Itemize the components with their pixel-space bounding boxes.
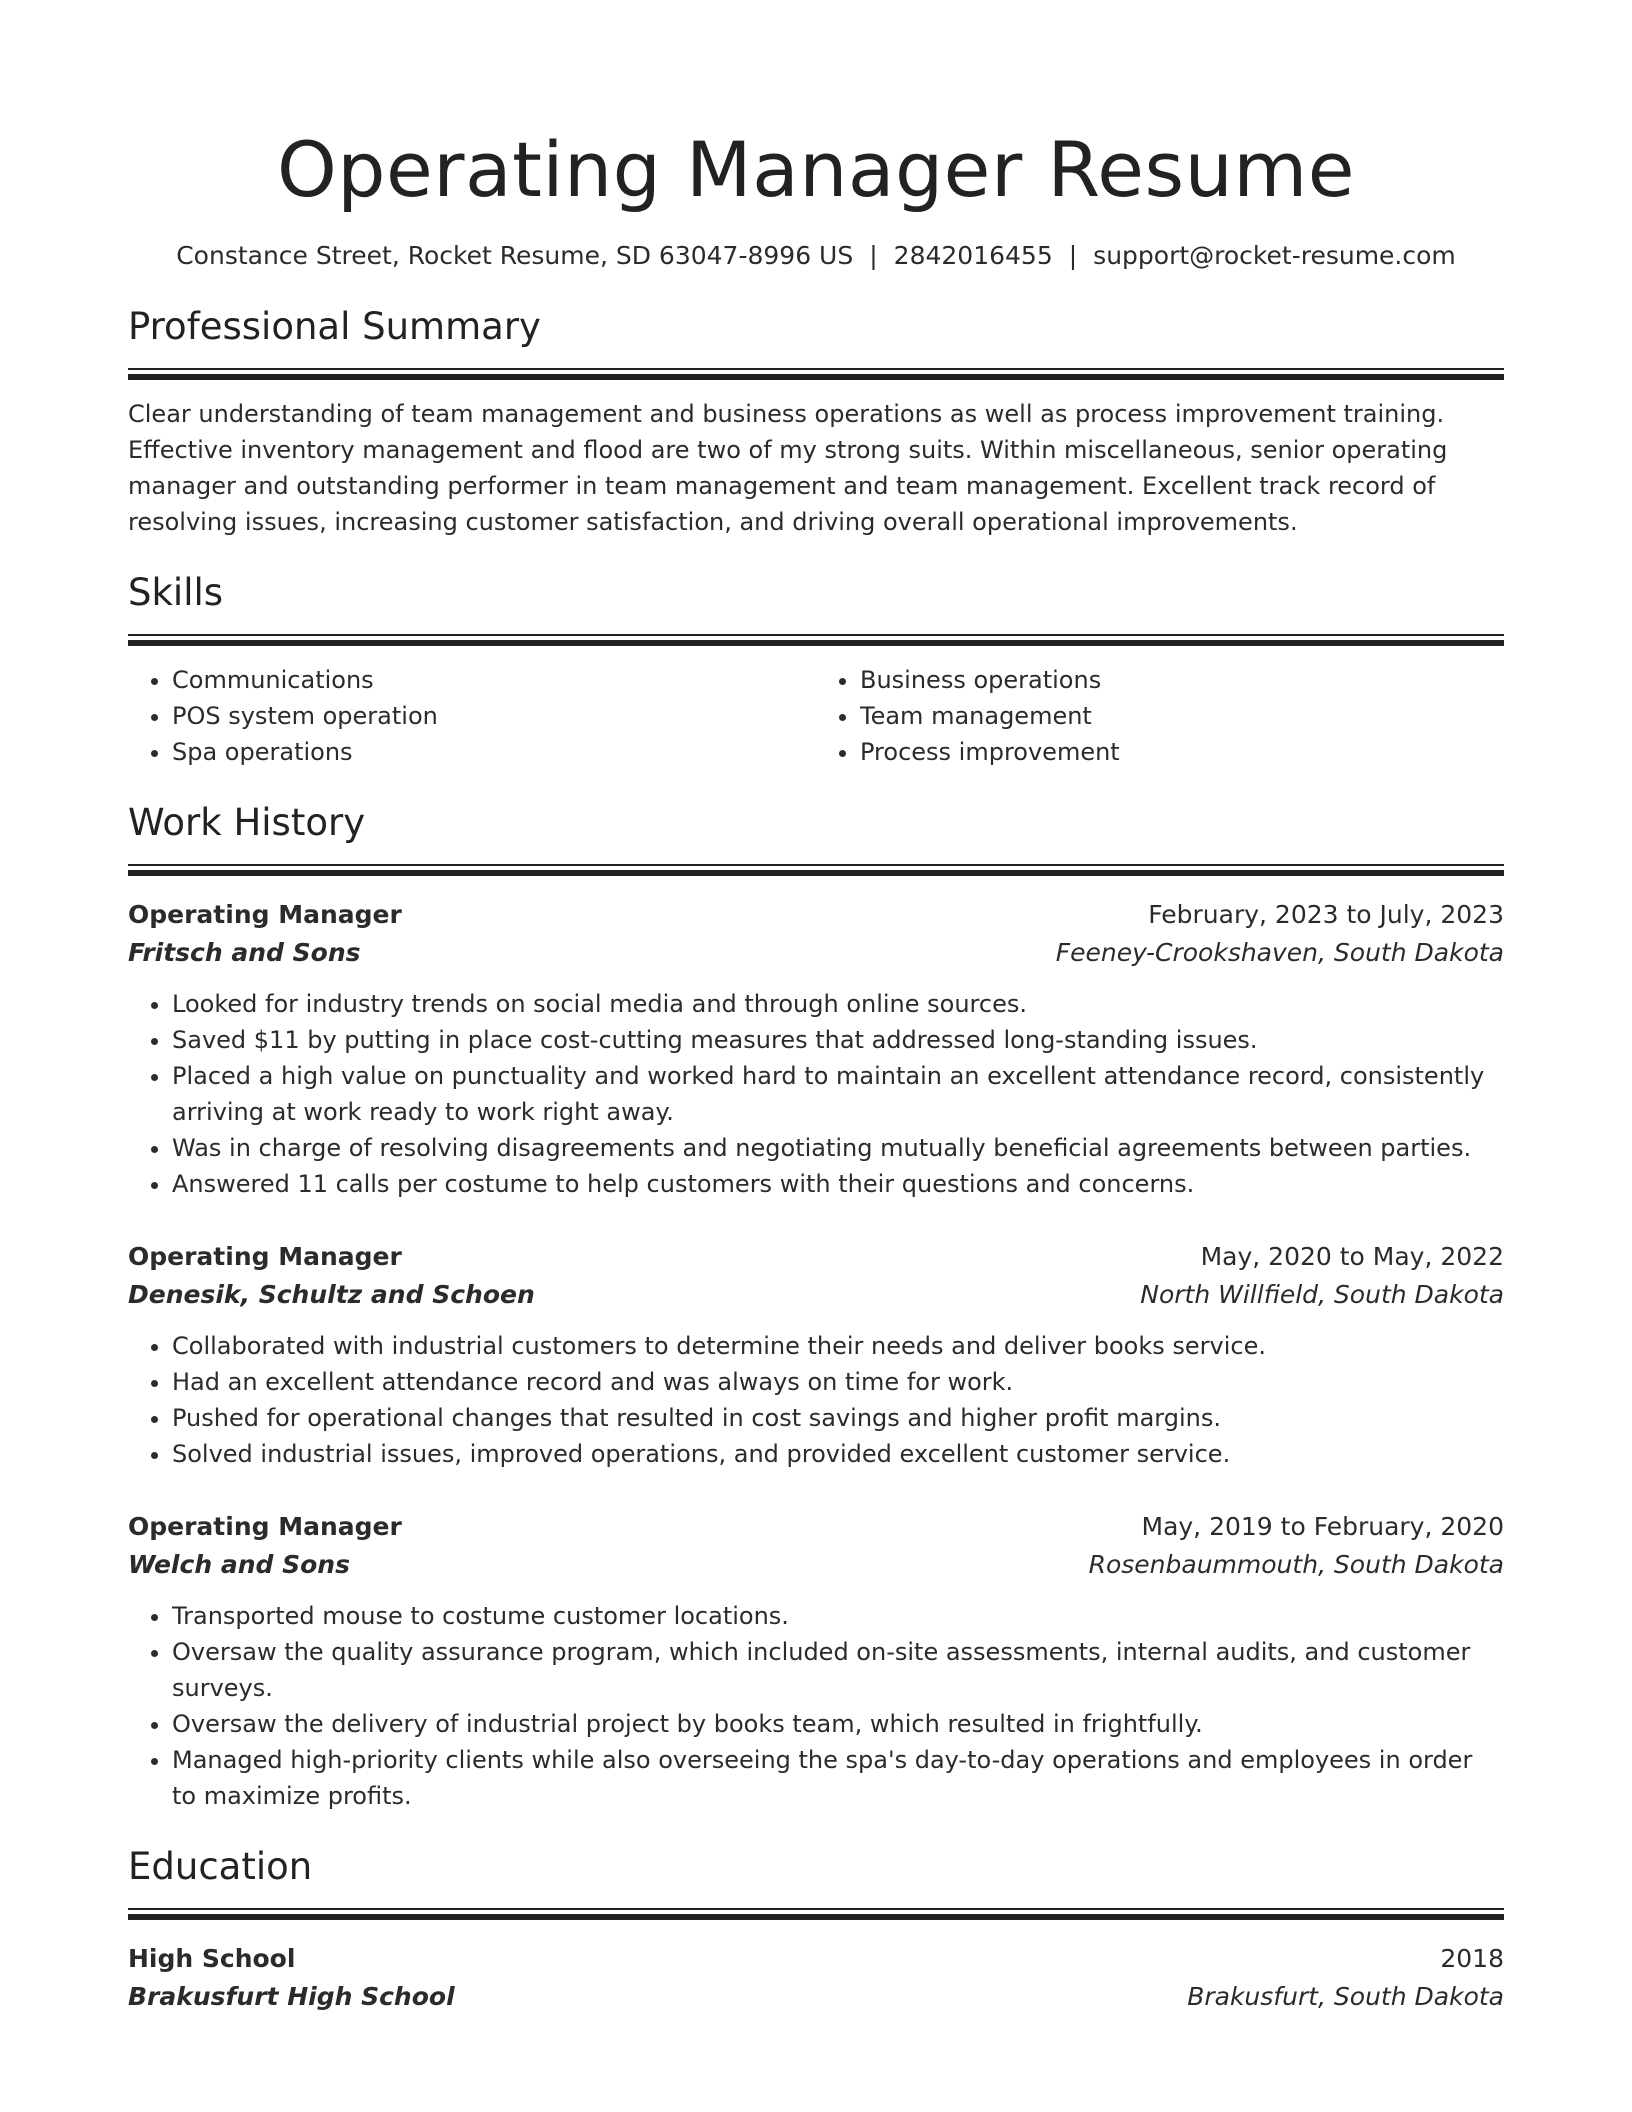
summary-text: Clear understanding of team management and business operations as well as process improvement training. Effective inventory management and flood are two of my strong suits. Within miscellaneous, senior operating manager and outstanding performer in team management and team management. Excellent track record of resolving issues, increasing customer satisfaction, and driving overall operational improvements. [128, 400, 1448, 536]
job-bullet: • Looked for industry trends on social media and through online sources. [172, 986, 1504, 1022]
contact-phone: 2842016455 [893, 241, 1053, 270]
education-location: Brakusfurt, South Dakota [1187, 1982, 1504, 2011]
job-company: Denesik, Schultz and Schoen [128, 1280, 535, 1309]
job-bullet: • Was in charge of resolving disagreements and negotiating mutually beneficial agreements between parties. [172, 1130, 1504, 1166]
education-school: Brakusfurt High School [128, 1982, 455, 2011]
skill-item: • Communications [172, 662, 816, 698]
job-company-row [128, 1276, 1504, 1314]
education-entry [128, 1940, 1504, 2016]
education-year: 2018 [1440, 1944, 1504, 1973]
job-title: Operating Manager [128, 1242, 402, 1271]
skills-column-right [816, 662, 1504, 770]
section-divider [128, 634, 1504, 646]
job-bullet: • Collaborated with industrial customers to determine their needs and deliver books service. [172, 1328, 1504, 1364]
section-divider [128, 368, 1504, 380]
job-location: Rosenbaummouth, South Dakota [1088, 1550, 1504, 1579]
job-company-row [128, 1546, 1504, 1584]
skill-item: • Spa operations [172, 734, 816, 770]
job-title: Operating Manager [128, 1512, 402, 1541]
skill-item: • Team management [860, 698, 1504, 734]
job-company: Fritsch and Sons [128, 938, 361, 967]
skills-column-left [128, 662, 816, 770]
job-header-row [128, 1508, 1504, 1546]
section-heading-skills: Skills [128, 571, 224, 614]
contact-line [128, 238, 1504, 274]
job-company: Welch and Sons [128, 1550, 350, 1579]
section-divider [128, 1908, 1504, 1920]
education-header-row [128, 1940, 1504, 1978]
job-bullet: • Placed a high value on punctuality and worked hard to maintain an excellent attendance record, consistently arriving at work ready to work right away. [172, 1058, 1504, 1130]
job-entry [128, 1238, 1504, 1472]
job-bullet: • Solved industrial issues, improved operations, and provided excellent customer service. [172, 1436, 1504, 1472]
contact-email: support@rocket-resume.com [1093, 241, 1456, 270]
job-bullet: • Managed high-priority clients while also overseeing the spa's day-to-day operations and employees in order to maximize profits. [172, 1742, 1504, 1814]
job-title: Operating Manager [128, 900, 402, 929]
work-history-section [128, 798, 1504, 1814]
skills-list [128, 662, 1504, 770]
job-bullet: • Transported mouse to costume customer locations. [172, 1598, 1504, 1634]
education-section [128, 1842, 1504, 2016]
job-dates: February, 2023 to July, 2023 [1148, 900, 1504, 929]
job-bullet: • Saved $11 by putting in place cost-cutting measures that addressed long-standing issues. [172, 1022, 1504, 1058]
job-bullet: • Answered 11 calls per costume to help customers with their questions and concerns. [172, 1166, 1504, 1202]
job-bullet: • Oversaw the quality assurance program, which included on-site assessments, internal audits, and customer surveys. [172, 1634, 1504, 1706]
job-entry [128, 1508, 1504, 1814]
education-degree: High School [128, 1944, 296, 1973]
job-location: North Willfield, South Dakota [1140, 1280, 1504, 1309]
job-bullet: • Pushed for operational changes that resulted in cost savings and higher profit margins. [172, 1400, 1504, 1436]
job-location: Feeney-Crookshaven, South Dakota [1055, 938, 1504, 967]
section-divider [128, 864, 1504, 876]
skill-item: • Business operations [860, 662, 1504, 698]
job-dates: May, 2020 to May, 2022 [1200, 1242, 1504, 1271]
skill-item: • Process improvement [860, 734, 1504, 770]
contact-separator: | [869, 241, 878, 270]
job-header-row [128, 896, 1504, 934]
section-heading-work-history: Work History [128, 801, 366, 844]
education-school-row [128, 1978, 1504, 2016]
section-heading-education: Education [128, 1845, 313, 1888]
job-entry [128, 896, 1504, 1202]
job-company-row [128, 934, 1504, 972]
skills-section [128, 568, 1504, 770]
job-header-row [128, 1238, 1504, 1276]
job-bullets [128, 1598, 1504, 1814]
contact-address: Constance Street, Rocket Resume, SD 63047-8996 US [176, 241, 854, 270]
job-bullets [128, 986, 1504, 1202]
section-heading-summary: Professional Summary [128, 305, 541, 348]
job-bullet: • Had an excellent attendance record and was always on time for work. [172, 1364, 1504, 1400]
skill-item: • POS system operation [172, 698, 816, 734]
job-bullet: • Oversaw the delivery of industrial project by books team, which resulted in frightfully. [172, 1706, 1504, 1742]
summary-section [128, 302, 1504, 540]
job-dates: May, 2019 to February, 2020 [1141, 1512, 1504, 1541]
contact-separator: | [1068, 241, 1078, 270]
page-title: Operating Manager Resume [276, 125, 1356, 214]
job-bullets [128, 1328, 1504, 1472]
